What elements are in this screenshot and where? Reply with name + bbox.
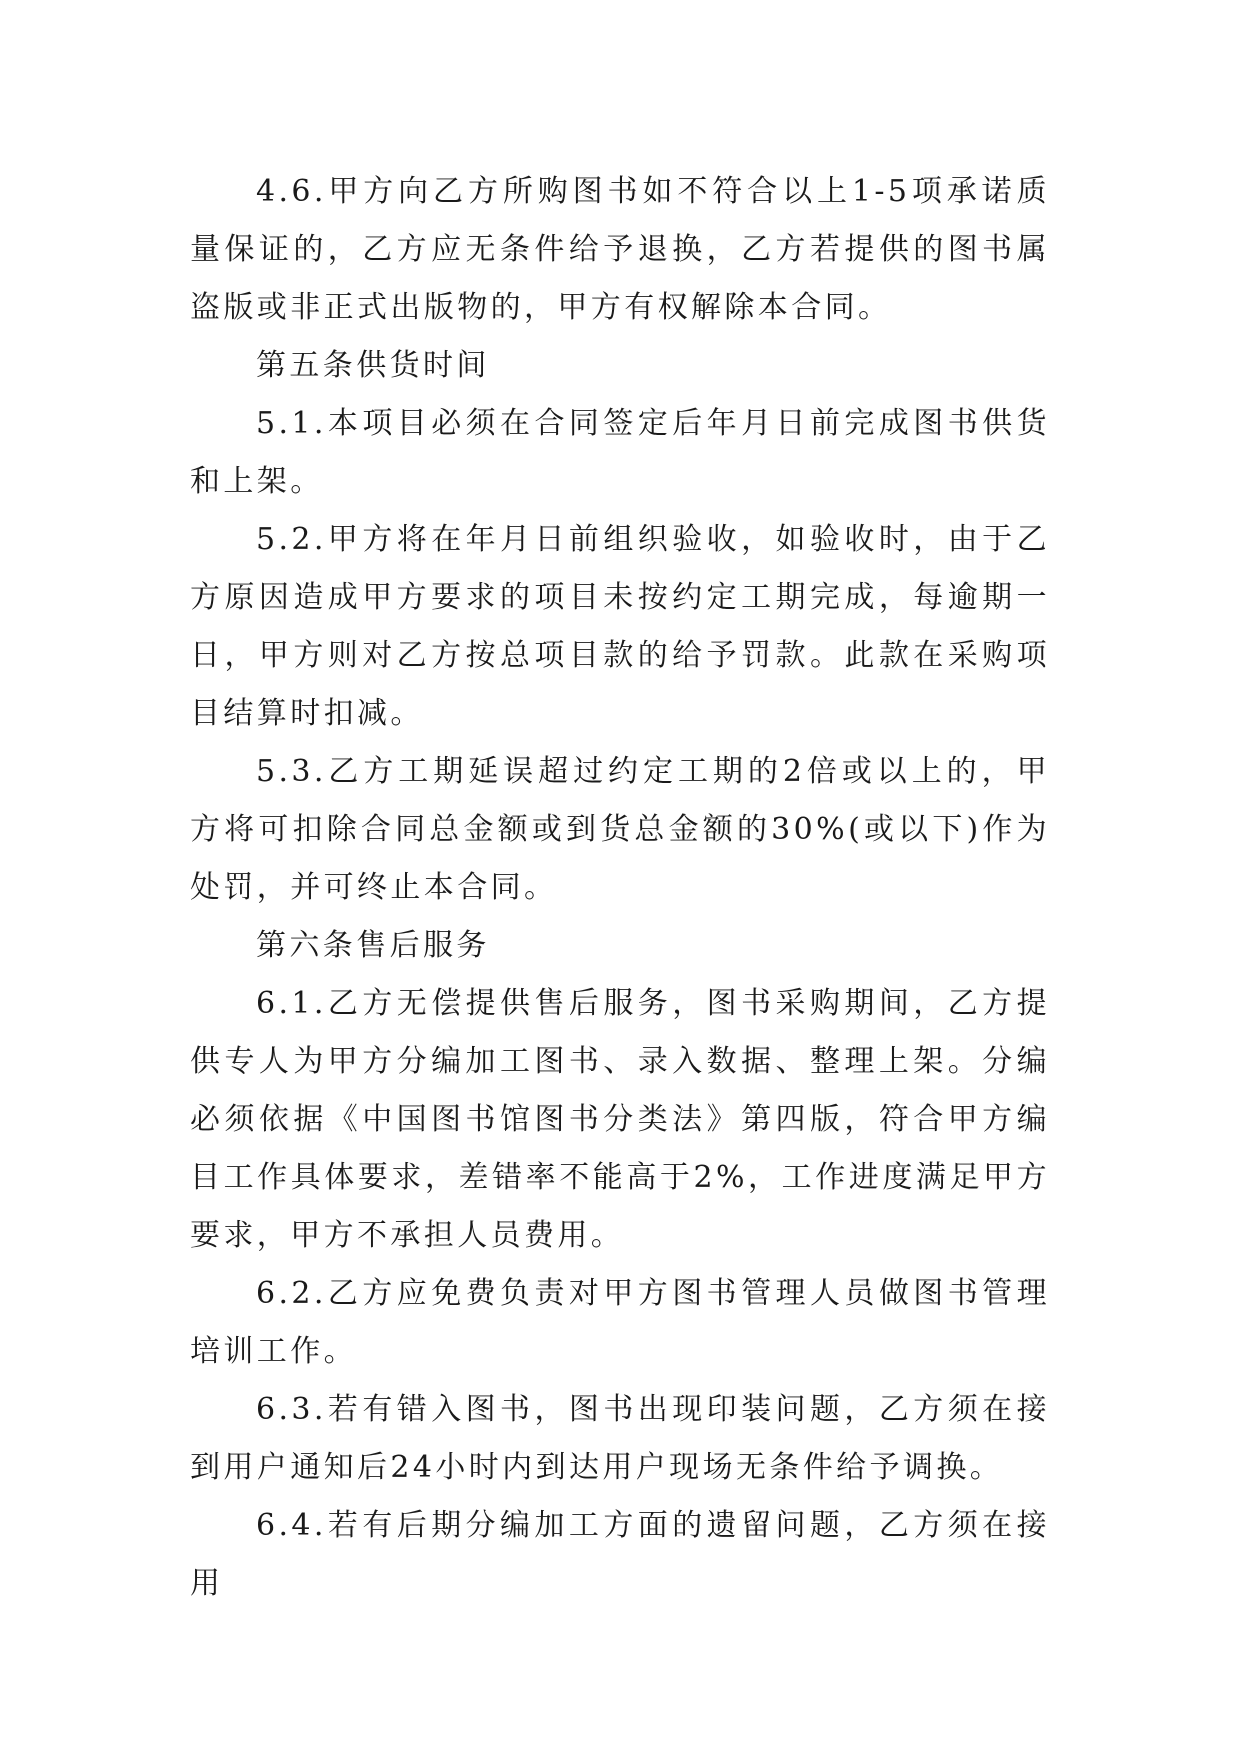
paragraph-6-2: 6.2.乙方应免费负责对甲方图书管理人员做图书管理培训工作。 — [190, 1276, 1050, 1369]
document-body — [190, 163, 1050, 1613]
paragraph-4-6: 4.6.甲方向乙方所购图书如不符合以上1-5项承诺质量保证的，乙方应无条件给予退换，乙方若提供的图书属盗版或非正式出版物的，甲方有权解除本合同。 — [190, 174, 1050, 325]
section-heading-5: 第五条供货时间 — [256, 348, 490, 383]
paragraph-5-3: 5.3.乙方工期延误超过约定工期的2倍或以上的，甲方将可扣除合同总金额或到货总金额的30%(或以下)作为处罚，并可终止本合同。 — [190, 754, 1050, 905]
paragraph-6-4: 6.4.若有后期分编加工方面的遗留问题，乙方须在接用 — [190, 1508, 1050, 1601]
paragraph-5-2: 5.2.甲方将在年月日前组织验收，如验收时，由于乙方原因造成甲方要求的项目未按约定工期完成，每逾期一日，甲方则对乙方按总项目款的给予罚款。此款在采购项目结算时扣减。 — [190, 522, 1050, 731]
paragraph-5-1: 5.1.本项目必须在合同签定后年月日前完成图书供货和上架。 — [190, 406, 1050, 499]
paragraph-6-1: 6.1.乙方无偿提供售后服务，图书采购期间，乙方提供专人为甲方分编加工图书、录入数据、整理上架。分编必须依据《中国图书馆图书分类法》第四版，符合甲方编目工作具体要求，差错率不能高于2%，工作进度满足甲方要求，甲方不承担人员费用。 — [190, 986, 1050, 1253]
paragraph-6-3: 6.3.若有错入图书，图书出现印装问题，乙方须在接到用户通知后24小时内到达用户现场无条件给予调换。 — [190, 1392, 1050, 1485]
section-heading-6: 第六条售后服务 — [256, 928, 490, 963]
